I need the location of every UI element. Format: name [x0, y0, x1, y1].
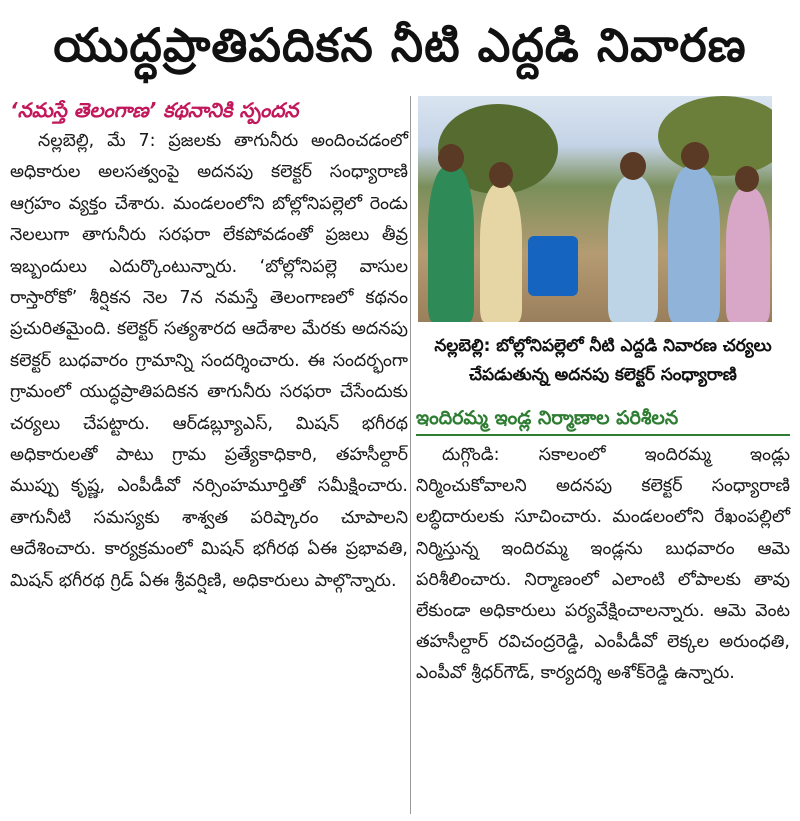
left-article — [10, 96, 408, 816]
section-body: దుగ్గొండి: సకాలంలో ఇందిరమ్మ ఇండ్లు నిర్మించుకోవాలని అదనపు కలెక్టర్ సంధ్యారాణి లబ్ధిదారులకు సూచించారు. మండలంలోని రేఖంపల్లిలో నిర్మిస్తున్న ఇందిరమ్మ ఇండ్లను బుధవారం ఆమె పరిశీలించారు. నిర్మాణంలో ఎలాంటి లోపాలకు తావు లేకుండా అధికారులు పర్యవేక్షించాలన్నారు. ఆమె వెంట తహసీల్దార్ రవిచంద్రరెడ్డి, ఎంపీడీవో లెక్కల అరుంధతి, ఎంపీవో శ్రీధర్‌గౌడ్, కార్యదర్శి అశోక్‌రెడ్డి ఉన్నారు. — [416, 445, 790, 684]
column-divider — [410, 96, 411, 814]
article-kicker: ‘నమస్తే తెలంగాణ’ కథనానికి స్పందన — [10, 98, 299, 122]
section-heading: ఇందిరమ్మ ఇండ్ల నిర్మాణాల పరిశీలన — [416, 404, 790, 436]
photo-caption: నల్లబెల్లి: బోల్లోనిపల్లెలో నీటి ఎద్దడి నివారణ చర్యలు చేపడుతున్న అదనపు కలెక్టర్ సంధ్యారాణి — [434, 336, 772, 385]
article-body: నల్లబెల్లి, మే 7: ప్రజలకు తాగునీరు అందించడంలో అధికారుల అలసత్వంపై అదనపు కలెక్టర్ సంధ్యారాణి ఆగ్రహం వ్యక్తం చేశారు. మండలంలోని బోల్లోనిపల్లెలో రెండు నెలలుగా తాగునీరు సరఫరా లేకపోవడంతో ప్రజలు తీవ్ర ఇబ్బందులు ఎదుర్కొంటున్నారు. ‘బోల్లోనిపల్లె వాసుల రాస్తారోకో’ శీర్షికన నెల 7న నమస్తే తెలంగాణలో కథనం ప్రచురితమైంది. కలెక్టర్ సత్యశారద ఆదేశాల మేరకు అదనపు కలెక్టర్ బుధవారం గ్రామాన్ని సందర్శించారు. ఈ సందర్భంగా గ్రామంలో యుద్ధప్రాతిపదికన తాగునీరు సరఫరా చేసేందుకు చర్యలు చేపట్టారు. ఆర్‌డబ్ల్యూఎస్, మిషన్ భగీరథ అధికారులతో పాటు గ్రామ ప్రత్యేకాధికారి, తహసీల్దార్ ముప్పు కృష్ణ, ఎంపీడీవో నర్సింహమూర్తితో సమీక్షించారు. తాగునీటి సమస్యకు శాశ్వత పరిష్కారం చూపాలని ఆదేశించారు. కార్యక్రమంలో మిషన్ భగీరథ ఏఈ ప్రభావతి, మిషన్ భగీరథ గ్రిడ్ ఏఈ శ్రీవర్షిణి, అధికారులు పాల్గొన్నారు. — [10, 131, 408, 591]
page-headline: యుద్ధప్రాతిపదికన నీటి ఎద్దడి నివారణ — [53, 18, 747, 72]
right-column — [416, 96, 790, 816]
news-photo — [418, 96, 772, 322]
